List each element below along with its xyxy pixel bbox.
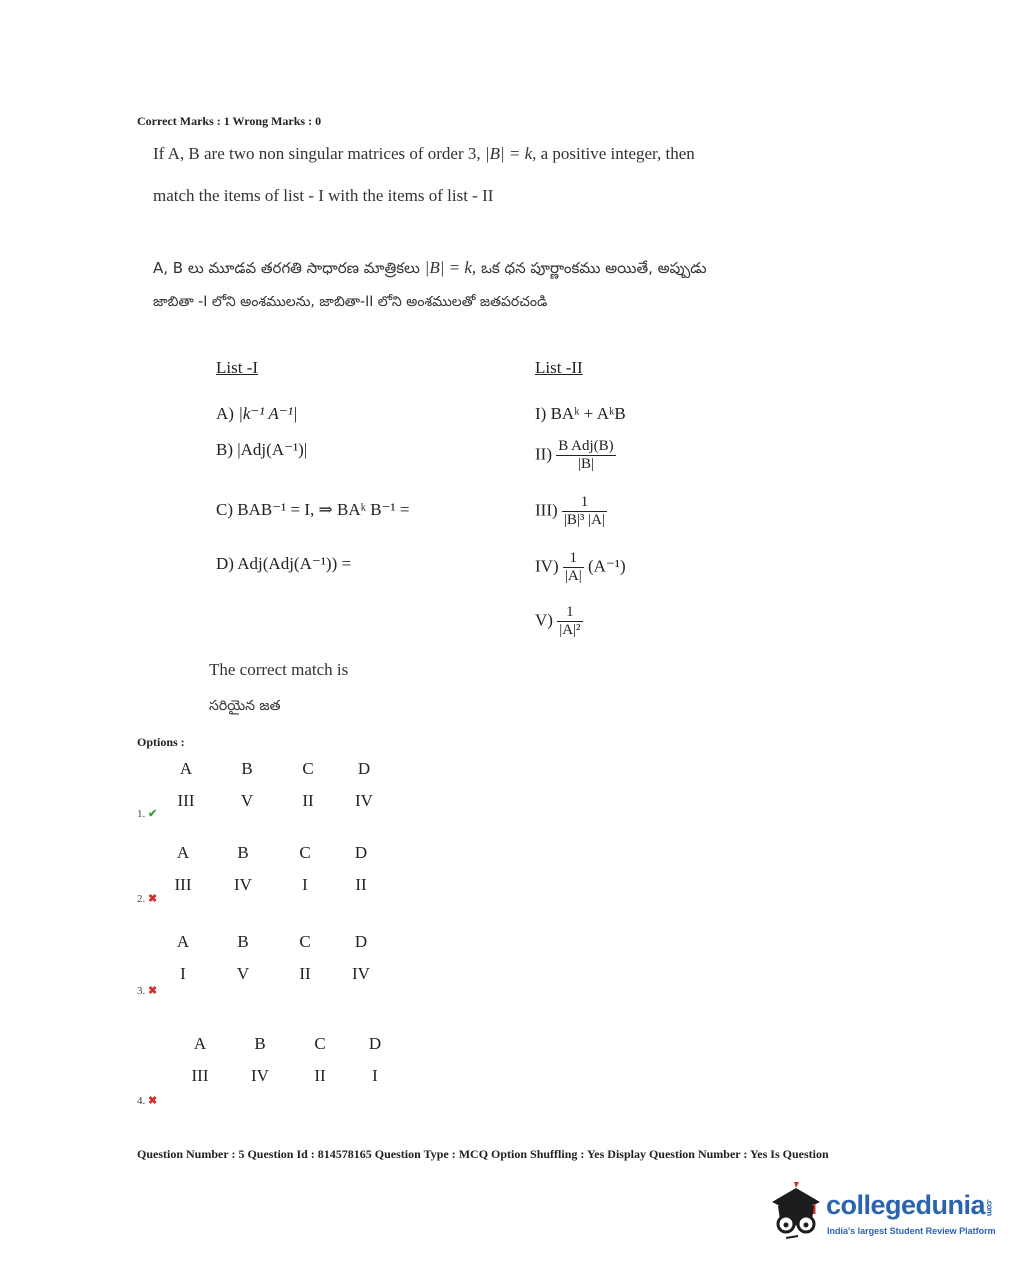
option-4-num-text: 4. [137, 1095, 146, 1107]
option-1-number [137, 807, 157, 820]
option-4-val-a: III [191, 1066, 209, 1085]
list1-label-c: C) [216, 500, 233, 519]
list1-expr-d: Adj(Adj(A⁻¹)) = [237, 554, 352, 573]
list2-label-iii: III) [535, 500, 558, 520]
marks-line: Correct Marks : 1 Wrong Marks : 0 [137, 114, 322, 128]
option-1-val-c: II [302, 791, 314, 810]
list2-frac-ii [556, 438, 615, 473]
list2-den-v: |A|² [559, 622, 581, 638]
logo-suffix: .com [985, 1198, 995, 1216]
logo-tagline: India's largest Student Review Platform [827, 1226, 996, 1236]
list1-item-a [216, 404, 298, 424]
option-4-val-d: I [372, 1066, 378, 1085]
list2-item-v [535, 604, 583, 639]
question-te-line1 [153, 258, 707, 281]
option-1-val-b: V [240, 791, 254, 810]
option-4-number [137, 1094, 157, 1107]
option-4-val-b: IV [251, 1066, 269, 1085]
list1-item-c [216, 500, 410, 520]
option-2-val-a: III [174, 875, 192, 894]
list2-den-iv: |A| [564, 568, 582, 584]
list2-item-iii [535, 494, 607, 529]
list2-den-ii: |B| [577, 456, 594, 472]
option-1-head-b: B [241, 759, 253, 778]
option-1-num-text: 1. [137, 808, 146, 820]
list2-num-v: 1 [557, 604, 582, 622]
option-2-val-c: I [302, 875, 308, 894]
prompt-en: The correct match is [209, 660, 349, 679]
list2-num-iv: 1 [563, 550, 584, 568]
option-2-val-b: IV [234, 875, 252, 894]
question-te-text-c: ఒక ధన పూర్ణాంకము అయితే, అప్పుడు [480, 259, 707, 277]
list2-frac-iv [563, 550, 584, 585]
list1-label-b: B) [216, 440, 233, 459]
list2-item-ii [535, 438, 616, 473]
list2-label-i: I) [535, 404, 547, 423]
option-3-val-b: V [236, 964, 250, 983]
cross-icon: ✖ [148, 893, 158, 905]
option-1-head-c: C [302, 759, 314, 778]
list1-expr-b: |Adj(A⁻¹)| [237, 440, 308, 459]
list2-item-iv [535, 550, 626, 585]
mascot-icon [766, 1180, 826, 1244]
option-4-head-b: B [254, 1034, 266, 1053]
list2-num-iii: 1 [562, 494, 607, 512]
list1-label-d: D) [216, 554, 234, 573]
logo-wordmark [826, 1190, 994, 1221]
option-4-head-c: C [314, 1034, 326, 1053]
option-3-val-a: I [180, 964, 186, 983]
check-icon: ✔ [148, 808, 158, 820]
option-1-head-d: D [357, 759, 371, 778]
list1-expr-c: BAB⁻¹ = I, ⇒ BAᵏ B⁻¹ = [237, 500, 410, 519]
option-2-val-d: II [355, 875, 367, 894]
option-3-head-c: C [299, 932, 311, 951]
question-en-det: |B| = k, [484, 144, 537, 163]
list2-expr-i: BAᵏ + AᵏB [550, 404, 626, 423]
option-3-head-a: A [176, 932, 190, 951]
option-1-val-d: IV [355, 791, 373, 810]
option-1-val-a: III [177, 791, 195, 810]
list2-tail-iv: (A⁻¹) [587, 556, 626, 576]
option-2-head-d: D [354, 843, 368, 862]
cross-icon: ✖ [148, 985, 158, 997]
option-2-head-b: B [237, 843, 249, 862]
question-en-text-c: a positive integer, then [540, 144, 695, 163]
list2-num-ii: B Adj(B) [558, 438, 614, 454]
list1-expr-a: |k⁻¹ A⁻¹| [238, 404, 298, 423]
option-3-num-text: 3. [137, 985, 146, 997]
prompt-te: సరియైన జత [209, 698, 281, 714]
option-3-head-b: B [237, 932, 249, 951]
option-2-head-c: C [299, 843, 311, 862]
question-te-text-a: A, B లు మూడవ తరగతి సాధారణ మాత్రికలు [153, 259, 420, 277]
option-2-number [137, 892, 157, 905]
list1-item-d [216, 554, 351, 574]
option-1-head-a: A [179, 759, 193, 778]
list2-den-iii: |B|³ |A| [563, 512, 606, 528]
option-3-head-d: D [354, 932, 368, 951]
options-label: Options : [137, 735, 185, 749]
list2-label-v: V) [535, 610, 553, 630]
list1-item-b [216, 440, 307, 460]
list2-heading: List -II [535, 358, 583, 377]
option-3-val-d: IV [352, 964, 370, 983]
list2-label-ii: II) [535, 444, 552, 464]
question-en-text-a: If A, B are two non singular matrices of order 3, [153, 144, 481, 163]
question-meta: Question Number : 5 Question Id : 814578165 Question Type : MCQ Option Shuffling : Yes Display Question Number : Yes Is Question [137, 1147, 829, 1161]
question-en-line2: match the items of list - I with the items of list - II [153, 186, 494, 205]
list2-frac-v [557, 604, 582, 639]
question-te-line2: జాబితా -I లోని అంశములను, జాబితా-II లోని అంశములతో జతపరచండి [153, 294, 548, 310]
list1-label-a: A) [216, 404, 234, 423]
option-2-num-text: 2. [137, 893, 146, 905]
option-4-val-c: II [314, 1066, 326, 1085]
question-en-line1 [153, 144, 695, 164]
option-4-head-a: A [193, 1034, 207, 1053]
option-4-head-d: D [368, 1034, 382, 1053]
cross-icon: ✖ [148, 1095, 158, 1107]
list2-frac-iii [562, 494, 607, 529]
list2-label-iv: IV) [535, 556, 559, 576]
question-te-det: |B| = k, [424, 258, 477, 277]
logo-name: collegedunia [826, 1190, 986, 1220]
option-3-number [137, 984, 157, 997]
list2-item-i [535, 404, 626, 424]
collegedunia-logo [766, 1180, 996, 1250]
option-3-val-c: II [299, 964, 311, 983]
list1-heading: List -I [216, 358, 259, 377]
option-2-head-a: A [176, 843, 190, 862]
